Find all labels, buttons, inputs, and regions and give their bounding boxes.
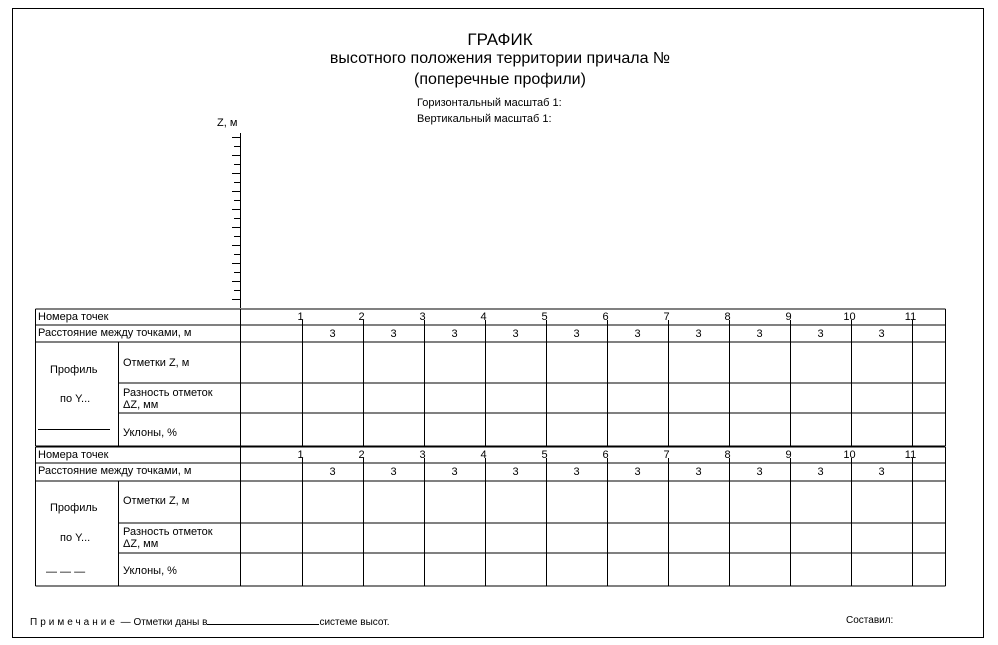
point-number: 4 — [480, 449, 487, 461]
distance-value: 3 — [695, 466, 702, 478]
point-number: 11 — [904, 311, 917, 323]
point-number: 10 — [843, 449, 856, 461]
profile-y-label: по Y... — [60, 393, 91, 405]
distance-value: 3 — [390, 466, 397, 478]
point-number: 3 — [419, 449, 426, 461]
point-number: 6 — [602, 449, 609, 461]
distance-value: 3 — [573, 328, 580, 340]
distance-value: 3 — [390, 328, 397, 340]
point-number: 6 — [602, 311, 609, 323]
point-number: 10 — [843, 311, 856, 323]
point-number: 3 — [419, 311, 426, 323]
page-subtitle: высотного положения территории причала № — [329, 50, 671, 67]
legend-solid-line — [38, 429, 110, 430]
point-number: 9 — [785, 311, 792, 323]
z-axis-label: Z, м — [217, 117, 238, 129]
vertical-scale: Вертикальный масштаб 1: — [417, 113, 552, 125]
profile-y-label: по Y... — [60, 532, 91, 544]
row-marks-label: Отметки Z, м — [123, 357, 190, 369]
footnote — [30, 615, 389, 628]
point-number: 11 — [904, 449, 917, 461]
point-number: 5 — [541, 311, 548, 323]
distance-value: 3 — [878, 328, 885, 340]
footnote-suffix: системе высот. — [319, 617, 390, 628]
distance-label: Расстояние между точками, м — [38, 465, 192, 477]
point-number: 7 — [663, 449, 670, 461]
row-slopes-label: Уклоны, % — [123, 427, 177, 439]
row-diff-label-2: ΔZ, мм — [123, 399, 159, 411]
point-number: 1 — [297, 311, 304, 323]
point-number: 8 — [724, 311, 731, 323]
points-label: Номера точек — [38, 311, 109, 323]
distance-value: 3 — [329, 328, 336, 340]
footnote-prefix: Примечание — [30, 617, 118, 628]
distance-value: 3 — [817, 466, 824, 478]
distance-value: 3 — [878, 466, 885, 478]
row-marks-label: Отметки Z, м — [123, 495, 190, 507]
footnote-blank — [207, 615, 319, 625]
composed-by: Составил: — [846, 615, 894, 626]
distance-value: 3 — [451, 466, 458, 478]
row-diff-label: Разность отметок — [123, 526, 213, 538]
point-number: 5 — [541, 449, 548, 461]
point-number: 2 — [358, 449, 365, 461]
distance-value: 3 — [695, 328, 702, 340]
page-subtitle-2: (поперечные профили) — [414, 71, 586, 88]
row-diff-label-2: ΔZ, мм — [123, 538, 159, 550]
point-number: 9 — [785, 449, 792, 461]
row-diff-label: Разность отметок — [123, 387, 213, 399]
point-number: 4 — [480, 311, 487, 323]
distance-value: 3 — [634, 466, 641, 478]
point-number: 2 — [358, 311, 365, 323]
distance-value: 3 — [451, 328, 458, 340]
point-number: 1 — [297, 449, 304, 461]
distance-value: 3 — [756, 466, 763, 478]
point-number: 7 — [663, 311, 670, 323]
distance-value: 3 — [512, 466, 519, 478]
distance-value: 3 — [329, 466, 336, 478]
distance-value: 3 — [573, 466, 580, 478]
distance-value: 3 — [634, 328, 641, 340]
footnote-text: — Отметки даны в — [120, 617, 208, 628]
point-number: 8 — [724, 449, 731, 461]
horizontal-scale: Горизонтальный масштаб 1: — [417, 97, 562, 109]
distance-value: 3 — [756, 328, 763, 340]
legend-dashed-line: — — — — [46, 566, 86, 578]
profile-label: Профиль — [50, 502, 98, 514]
distance-value: 3 — [817, 328, 824, 340]
page-title: ГРАФИК — [467, 30, 533, 49]
distance-value: 3 — [512, 328, 519, 340]
profile-label: Профиль — [50, 364, 98, 376]
row-slopes-label: Уклоны, % — [123, 565, 177, 577]
distance-label: Расстояние между точками, м — [38, 327, 192, 339]
points-label: Номера точек — [38, 449, 109, 461]
